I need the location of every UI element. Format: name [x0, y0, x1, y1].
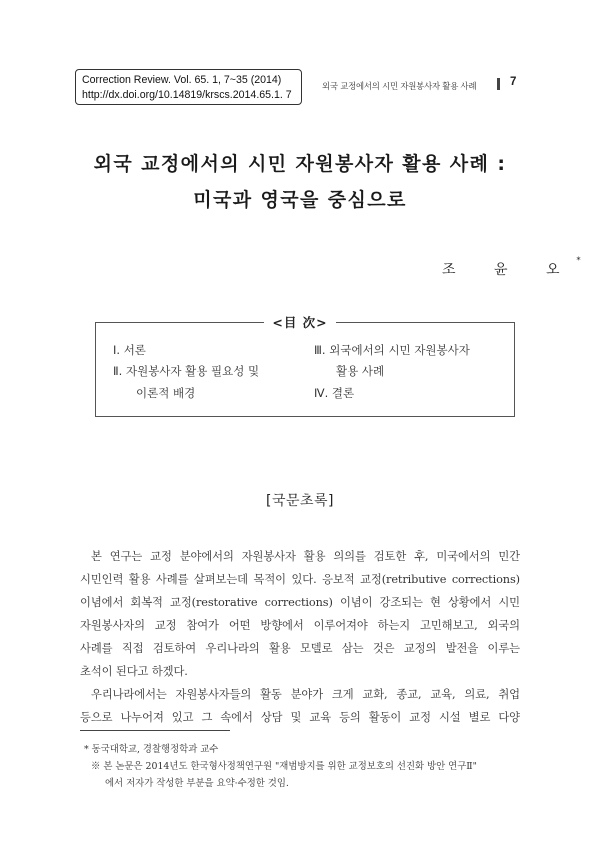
- toc-item-cases-cont: 활용 사례: [336, 364, 385, 378]
- abstract-line: 초석이 된다고 하겠다.: [80, 665, 188, 678]
- abstract-heading: [국문초록]: [265, 493, 335, 509]
- abstract-line: 등으로 나누어져 있고 그 속에서 상담 및 교육 등의 활동이 교정 시설 별로 다양: [80, 711, 520, 724]
- toc-heading: <目 次>: [0, 312, 600, 331]
- header-divider: [497, 78, 500, 90]
- abstract-line: 이념에서 회복적 교정(restorative corrections) 이념이 강조되는 현 상황에서 시민: [80, 596, 520, 609]
- page-number: 7: [510, 76, 517, 88]
- toc-item-background: Ⅱ. 자원봉사자 활용 필요성 및: [113, 364, 260, 378]
- abstract-line: 본 연구는 교정 분야에서의 자원봉사자 활용 의의를 검토한 후, 미국에서의 민간: [91, 550, 520, 563]
- author: [442, 256, 581, 279]
- paper-title-line1: 외국 교정에서의 시민 자원봉사자 활용 사례 :: [93, 153, 507, 175]
- footnote-affiliation: * 동국대학교, 경찰행정학과 교수: [84, 744, 219, 755]
- abstract-line: 시민인력 활용 사례를 살펴보는데 목적이 있다. 응보적 교정(retributive corrections): [80, 573, 520, 586]
- footnote-funding: ※ 본 논문은 2014년도 한국형사정책연구원 "재범방지를 위한 교정보호의 선진화 방안 연구Ⅱ": [91, 761, 477, 772]
- toc-item-background-cont: 이론적 배경: [136, 386, 196, 400]
- toc-item-cases: Ⅲ. 외국에서의 시민 자원봉사자: [314, 343, 470, 357]
- author-footnote-mark: *: [576, 256, 581, 265]
- footnote-rule: [80, 730, 230, 731]
- abstract-line: 사례를 직접 검토하여 우리나라의 활용 모델로 삼는 것은 교정의 발전을 이루는: [80, 642, 520, 655]
- toc-item-conclusion: Ⅳ. 결론: [314, 386, 355, 400]
- toc-item-introduction: Ⅰ. 서론: [113, 343, 146, 357]
- running-title: 외국 교정에서의 시민 자원봉사자 활용 사례: [322, 81, 477, 91]
- author-name: 조 윤 오: [442, 262, 577, 278]
- citation-doi[interactable]: http://dx.doi.org/10.14819/krscs.2014.65.1. 7: [82, 89, 292, 101]
- abstract-line: 우리나라에서는 자원봉사자들의 활동 분야가 크게 교화, 종교, 교육, 의료, 취업: [91, 688, 520, 701]
- citation-journal: Correction Review. Vol. 65. 1, 7~35 (2014): [82, 74, 282, 86]
- abstract-line: 자원봉사자의 교정 참여가 어떤 방향에서 이루어져야 하는지 고민해보고, 외국의: [80, 619, 520, 632]
- citation-box: [75, 69, 302, 105]
- footnote-funding-cont: 에서 저자가 작성한 부분을 요약·수정한 것임.: [105, 778, 289, 789]
- paper-title-line2: 미국과 영국을 중심으로: [193, 189, 407, 211]
